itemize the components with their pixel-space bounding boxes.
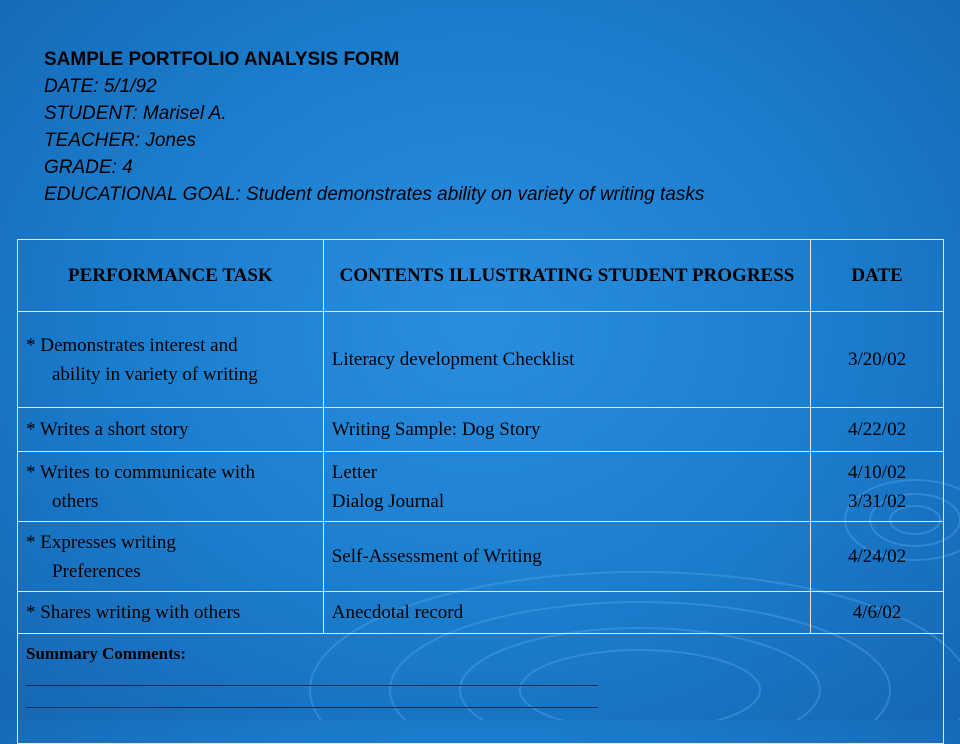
content-cell: Writing Sample: Dog Story [323,408,810,452]
grade-level: GRADE: 4 [44,157,133,178]
task-cell [18,408,324,452]
task-text: * Writes to communicate with [26,461,255,483]
date-item: 3/31/02 [848,490,907,512]
header-contents: CONTENTS ILLUSTRATING STUDENT PROGRESS [323,240,810,312]
student-name: STUDENT: Marisel A. [44,103,227,124]
task-text: * Shares writing with others [26,602,241,623]
date-cell: 4/6/02 [811,592,944,634]
form-date: DATE: 5/1/92 [44,76,157,97]
task-cell [18,592,324,634]
table-row [18,522,944,592]
task-text-continued: others [52,490,99,512]
table-row [18,312,944,408]
date-cell [811,452,944,522]
date-cell: 4/24/02 [811,522,944,592]
task-text: * Expresses writing [26,531,176,553]
task-text-continued: ability in variety of writing [52,363,258,385]
teacher-name: TEACHER: Jones [44,130,197,151]
summary-label: Summary Comments: [26,644,187,663]
task-text: * Writes a short story [26,419,189,440]
content-cell [323,452,810,522]
summary-row [18,634,944,744]
summary-cell [18,634,944,744]
content-cell: Literacy development Checklist [323,312,810,408]
form-title: SAMPLE PORTFOLIO ANALYSIS FORM [44,49,400,70]
date-item: 4/10/02 [848,461,907,483]
content-cell: Anecdotal record [323,592,810,634]
header-date: DATE [811,240,944,312]
header-performance-task: PERFORMANCE TASK [18,240,324,312]
comment-line [26,686,598,708]
content-cell: Self-Assessment of Writing [323,522,810,592]
form-header [44,46,704,208]
task-text: * Demonstrates interest and [26,334,238,356]
portfolio-table [17,239,944,744]
task-cell [18,522,324,592]
task-cell [18,312,324,408]
table-header-row [18,240,944,312]
comment-line [26,664,598,686]
date-cell: 3/20/02 [811,312,944,408]
table-row [18,592,944,634]
content-item: Letter [331,461,378,483]
table-row [18,408,944,452]
content-item: Dialog Journal [331,490,445,512]
date-cell: 4/22/02 [811,408,944,452]
table-row [18,452,944,522]
educational-goal: EDUCATIONAL GOAL: Student demonstrates ability on variety of writing tasks [44,184,705,205]
task-cell [18,452,324,522]
task-text-continued: Preferences [52,560,141,582]
